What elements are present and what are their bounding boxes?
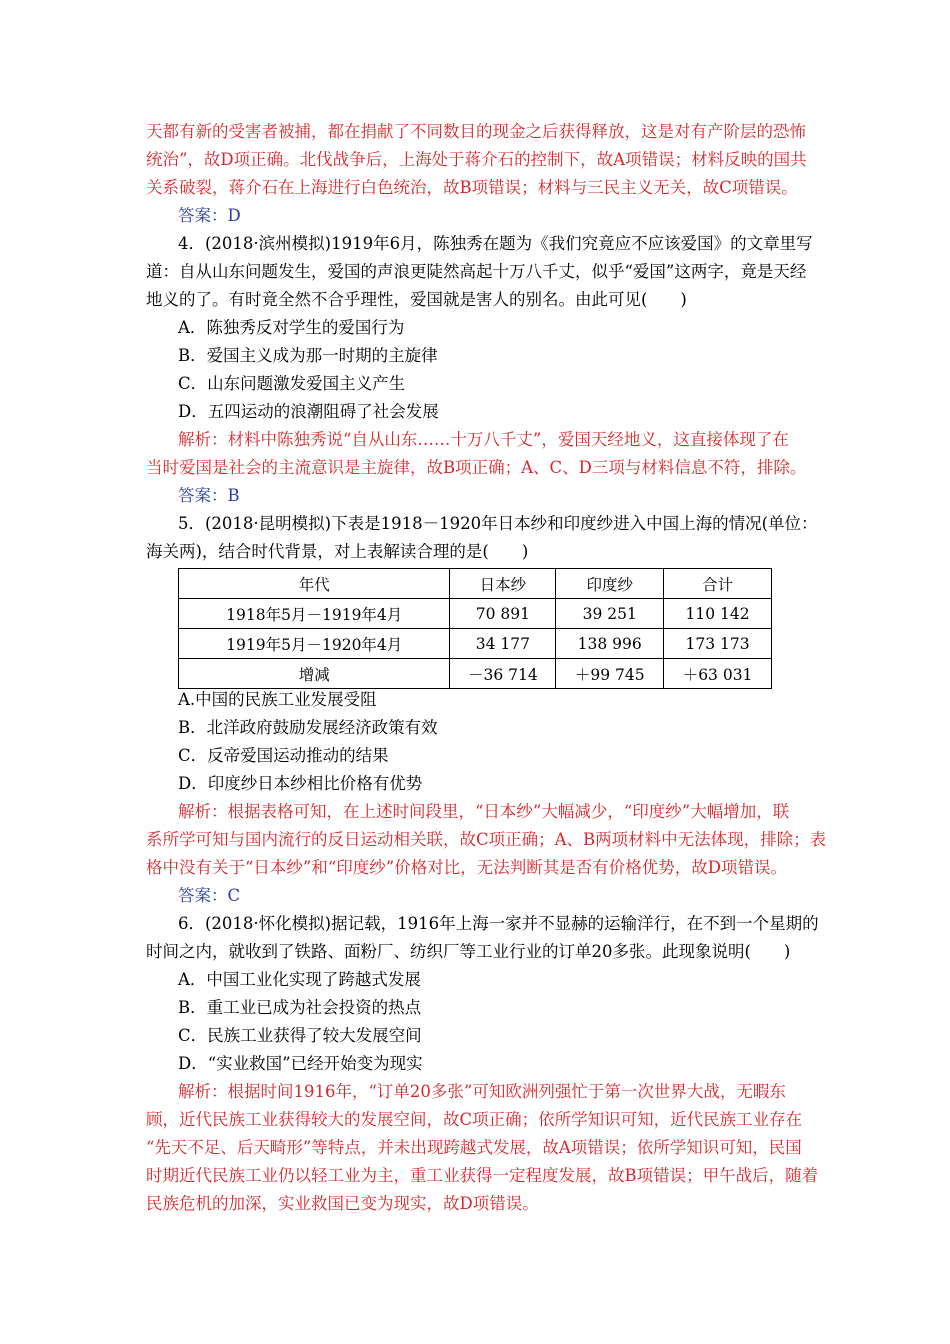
table-header-cell: 年代 [179, 569, 450, 599]
text-line: 6．(2018·怀化模拟)据记载，1916年上海一家并不显赫的运输洋行，在不到一个星期的 [178, 914, 819, 933]
table-row [179, 629, 772, 659]
text-line: C．山东问题激发爱国主义产生 [178, 374, 406, 393]
text-line: “先天不足、后天畸形”等特点，并未出现跨越式发展，故A项错误；依所学知识可知，民国 [146, 1138, 802, 1157]
table-cell: ＋99 745 [556, 659, 664, 689]
text-line: 时间之内，就收到了铁路、面粉厂、纺织厂等工业行业的订单20多张。此现象说明( ) [146, 942, 791, 961]
text-line: B．北洋政府鼓励发展经济政策有效 [178, 718, 438, 737]
table-cell: 增减 [179, 659, 450, 689]
text-line: 答案：B [178, 486, 240, 505]
text-line: D．印度纱日本纱相比价格有优势 [178, 774, 423, 793]
text-line: C．反帝爱国运动推动的结果 [178, 746, 389, 765]
text-line: 海关两)，结合时代背景，对上表解读合理的是( ) [146, 542, 529, 561]
table-cell: 34 177 [450, 629, 556, 659]
text-line: D．“实业救国”已经开始变为现实 [178, 1054, 423, 1073]
text-line: 地义的了。有时竟全然不合乎理性，爱国就是害人的别名。由此可见( ) [146, 290, 687, 309]
text-line: A.中国的民族工业发展受阻 [178, 690, 377, 709]
text-line: 答案：C [178, 886, 241, 905]
text-line: 当时爱国是社会的主流意识是主旋律，故B项正确；A、C、D三项与材料信息不符，排除。 [146, 458, 807, 477]
text-line: A．中国工业化实现了跨越式发展 [178, 970, 421, 989]
table-cell: －36 714 [450, 659, 556, 689]
text-line: 系所学可知与国内流行的反日运动相关联，故C项正确；A、B两项材料中无法体现，排除；表 [146, 830, 827, 849]
text-line: 解析：根据表格可知，在上述时间段里，“日本纱”大幅减少，“印度纱”大幅增加，联 [178, 802, 790, 821]
text-line: 解析：根据时间1916年，“订单20多张”可知欧洲列强忙于第一次世界大战，无暇东 [178, 1082, 786, 1101]
table-cell: 1918年5月－1919年4月 [179, 599, 450, 629]
yarn-import-table [178, 568, 772, 689]
text-line: B．爱国主义成为那一时期的主旋律 [178, 346, 438, 365]
table-header-cell: 日本纱 [450, 569, 556, 599]
text-line: 关系破裂，蒋介石在上海进行白色统治，故B项错误；材料与三民主义无关，故C项错误。 [146, 178, 798, 197]
text-line: C．民族工业获得了较大发展空间 [178, 1026, 422, 1045]
table-cell: 70 891 [450, 599, 556, 629]
text-line: 时期近代民族工业仍以轻工业为主，重工业获得一定程度发展，故B项错误；甲午战后，随着 [146, 1166, 819, 1185]
text-line: 民族危机的加深，实业救国已变为现实，故D项错误。 [146, 1194, 539, 1213]
text-line: 顾，近代民族工业获得较大的发展空间，故C项正确；依所学知识可知，近代民族工业存在 [146, 1110, 803, 1129]
table-cell: 110 142 [664, 599, 772, 629]
table-cell: 1919年5月－1920年4月 [179, 629, 450, 659]
text-line: 统治”，故D项正确。北伐战争后，上海处于蒋介石的控制下，故A项错误；材料反映的国共 [146, 150, 807, 169]
table-row [179, 659, 772, 689]
text-line: D．五四运动的浪潮阻碍了社会发展 [178, 402, 439, 421]
text-line: 格中没有关于“日本纱”和“印度纱”价格对比，无法判断其是否有价格优势，故D项错误。 [146, 858, 787, 877]
table-cell: 39 251 [556, 599, 664, 629]
table-header-cell: 印度纱 [556, 569, 664, 599]
text-line: 道：自从山东问题发生，爱国的声浪更陡然高起十万八千丈，似乎“爱国”这两字，竟是天经 [146, 262, 807, 281]
text-line: A．陈独秀反对学生的爱国行为 [178, 318, 405, 337]
text-line: 天都有新的受害者被捕，都在捐献了不同数目的现金之后获得释放，这是对有产阶层的恐怖 [146, 122, 806, 141]
table-cell: ＋63 031 [664, 659, 772, 689]
table-header-row [179, 569, 772, 599]
text-line: 4．(2018·滨州模拟)1919年6月，陈独秀在题为《我们究竟应不应该爱国》的文章里写 [178, 234, 813, 253]
text-line: 解析：材料中陈独秀说“自从山东……十万八千丈”，爱国天经地义，这直接体现了在 [178, 430, 789, 449]
table-cell: 138 996 [556, 629, 664, 659]
text-line: 5．(2018·昆明模拟)下表是1918－1920年日本纱和印度纱进入中国上海的情况(单位： [178, 514, 818, 533]
table-cell: 173 173 [664, 629, 772, 659]
text-line: B．重工业已成为社会投资的热点 [178, 998, 422, 1017]
text-line: 答案：D [178, 206, 241, 225]
table-header-cell: 合计 [664, 569, 772, 599]
table-row [179, 599, 772, 629]
